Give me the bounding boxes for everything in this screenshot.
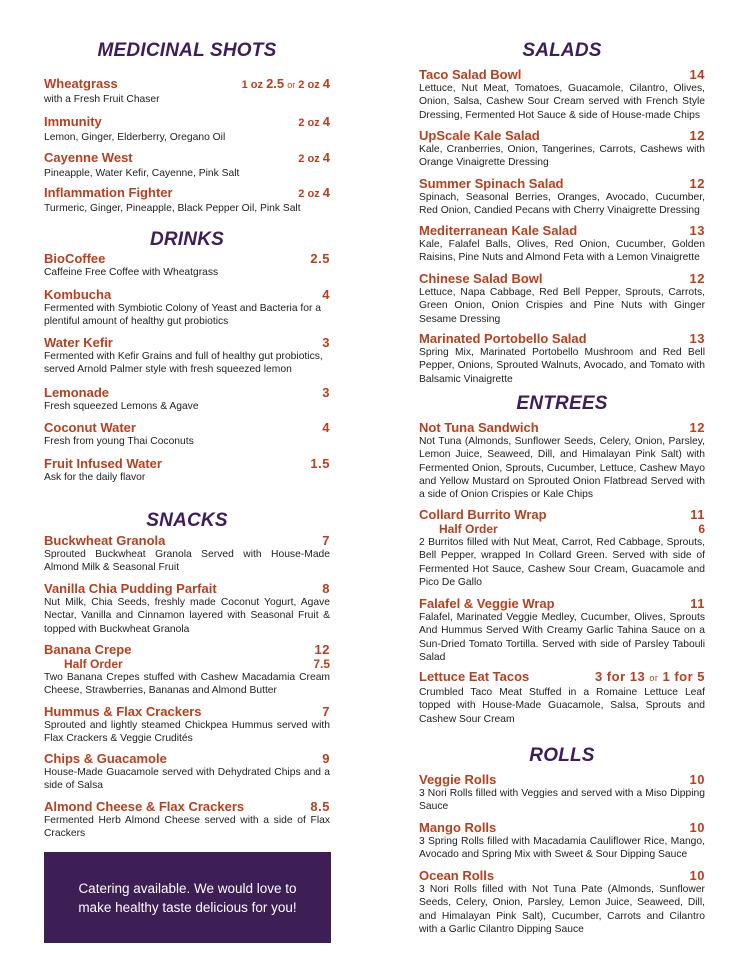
item-price: 2 oz 4 (298, 150, 330, 165)
item-description: Caffeine Free Coffee with Wheatgrass (44, 267, 219, 278)
menu-item-wheatgrass (44, 76, 330, 106)
half-order-price: 7.5 (313, 657, 330, 671)
item-description: Not Tuna (Almonds, Sunflower Seeds, Celery, Onion, Parsley, Lemon Juice, Seaweed, Dill, and Himalayan Pink Salt) with Fermented Onion, Sprouts, Cucumber, Lettuce, Cashew Mayo and Yellow Mustard on Sprouted Onion Flatbread Served with a side of Onion Crispies or Kale Chips (419, 436, 705, 501)
item-description: Kale, Cranberries, Onion, Tangerines, Carrots, Cashews with Orange Vinaigrette Dressing (419, 144, 705, 169)
item-name: Mango Rolls (419, 820, 497, 835)
item-name: Lemonade (44, 385, 110, 400)
menu-item-water-kefir (44, 335, 330, 377)
menu-item-collard-burrito-wrap (419, 507, 705, 589)
item-price: 12 (689, 176, 705, 191)
item-price: 2 oz 4 (298, 114, 330, 129)
item-name: Taco Salad Bowl (419, 67, 522, 82)
item-name: Water Kefir (44, 335, 113, 350)
item-price: 13 (689, 331, 705, 346)
item-name: Chips & Guacamole (44, 751, 167, 766)
item-price: 10 (689, 820, 705, 835)
menu-item-banana-crepe (44, 642, 330, 698)
menu-item-chips-guacamole (44, 751, 330, 793)
medicinal-shots-heading: MEDICINAL SHOTS (97, 40, 277, 61)
item-name: Falafel & Veggie Wrap (419, 596, 555, 611)
catering-text: Catering available. We would love to make healthy taste delicious for you! (78, 880, 297, 915)
item-description: Sprouted Buckwheat Granola Served with House-Made Almond Milk & Seasonal Fruit (44, 549, 330, 574)
half-order-label: Half Order (439, 522, 498, 536)
item-name: Immunity (44, 114, 102, 129)
item-name: BioCoffee (44, 251, 106, 266)
menu-item-not-tuna-sandwich (419, 420, 705, 501)
entrees-heading: ENTREES (516, 393, 608, 414)
item-description: 3 Nori Rolls filled with Not Tuna Pate (Almonds, Sunflower Seeds, Celery, Onion, Parsley, Lemon Juice, Seaweed, Dill, and Himalayan Pink Salt), Cucumber, Carrots and Cilantro with a Garlic Cilantro Dipping Sauce (419, 884, 705, 935)
item-description: Fermented Herb Almond Cheese served with a side of Flax Crackers (44, 815, 330, 840)
menu-item-inflammation-fighter (44, 185, 330, 215)
menu-item-immunity (44, 114, 330, 144)
item-description: Turmeric, Ginger, Pineapple, Black Pepper Oil, Pink Salt (44, 203, 301, 214)
item-price: 1.5 (310, 456, 330, 471)
half-order-label: Half Order (64, 657, 123, 671)
item-price: 2 oz 4 (298, 185, 330, 200)
drinks-heading: DRINKS (149, 229, 225, 250)
item-price: 8 (322, 581, 330, 596)
item-description: Lemon, Ginger, Elderberry, Oregano Oil (44, 132, 226, 143)
item-name: Collard Burrito Wrap (419, 507, 547, 522)
item-name: Coconut Water (44, 420, 136, 435)
item-description: Falafel, Marinated Veggie Medley, Cucumber, Olives, Sprouts And Hummus Served With Creamy Garlic Tahina Sauce on a Sun-Dried Tomato Tortilla. Served with side of Parsley Tabouli Salad (419, 612, 705, 663)
item-name: Lettuce Eat Tacos (419, 669, 530, 684)
item-price: 1 oz 2.5 or 2 oz 4 (241, 76, 330, 91)
item-name: Kombucha (44, 287, 112, 302)
item-price: 7 (322, 533, 330, 548)
menu-item-ocean-rolls (419, 868, 705, 936)
item-description: Crumbled Taco Meat Stuffed in a Romaine Lettuce Leaf topped with House-Made Guacamole, Salsa, Sprouts and Cashew Sour Cream (419, 687, 705, 725)
menu-item-almond-cheese-flax-crackers (44, 799, 330, 841)
item-description: Sprouted and lightly steamed Chickpea Hummus served with Flax Crackers & Veggie Crudités (44, 720, 330, 745)
item-name: Hummus & Flax Crackers (44, 704, 202, 719)
item-description: Fermented with Symbiotic Colony of Yeast and Bacteria for a plentiful amount of healthy gut probiotics (44, 303, 322, 328)
item-price: 4 (322, 287, 330, 302)
item-name: UpScale Kale Salad (419, 128, 540, 143)
item-price: 12 (689, 128, 705, 143)
item-description: Lettuce, Nut Meat, Tomatoes, Guacamole, Cilantro, Olives, Onion, Salsa, Cashew Sour Cream served with French Style Dressing, Fermented Hot Sauce & side of House-made Chips (419, 83, 705, 121)
item-price: 4 (322, 420, 330, 435)
item-price: 12 (689, 420, 705, 435)
item-description: Nut Milk, Chia Seeds, freshly made Coconut Yogurt, Agave Nectar, Vanilla and Cinnamon layered with Seasonal Fruit & topped with Buckwheat Granola (44, 597, 330, 635)
menu-item-upscale-kale-salad (419, 128, 705, 170)
item-name: Buckwheat Granola (44, 533, 166, 548)
item-price: 3 for 13 or 1 for 5 (594, 669, 705, 684)
item-price: 10 (689, 868, 705, 883)
item-name: Chinese Salad Bowl (419, 271, 543, 286)
item-description: Lettuce, Napa Cabbage, Red Bell Pepper, Sprouts, Carrots, Green Onion, Onion Crispies and Pine Nuts with Ginger Sesame Dressing (419, 287, 705, 325)
item-description: Fresh squeezed Lemons & Agave (44, 401, 199, 412)
menu-item-summer-spinach-salad (419, 176, 705, 218)
item-description: Pineapple, Water Kefir, Cayenne, Pink Salt (44, 168, 240, 179)
menu-item-veggie-rolls (419, 772, 705, 814)
item-description: Kale, Falafel Balls, Olives, Red Onion, Cucumber, Golden Raisins, Pine Nuts and Almond Feta with a Lemon Vinaigrette (419, 239, 705, 264)
item-name: Summer Spinach Salad (419, 176, 564, 191)
item-price: 7 (322, 704, 330, 719)
menu-item-vanilla-chia-pudding-parfait (44, 581, 330, 636)
item-description: with a Fresh Fruit Chaser (44, 94, 160, 105)
menu-item-hummus-flax-crackers (44, 704, 330, 746)
menu-item-cayenne-west (44, 150, 330, 180)
menu-item-taco-salad-bowl (419, 67, 705, 122)
menu-item-lettuce-eat-tacos (419, 669, 705, 726)
menu-item-kombucha (44, 287, 330, 329)
item-name: Not Tuna Sandwich (419, 420, 539, 435)
menu-item-biocoffee (44, 251, 330, 279)
item-description: Spring Mix, Marinated Portobello Mushroom and Red Bell Pepper, Onions, Sprouted Walnuts, Avocado, and Tomato with Balsamic Vinaigrette (419, 347, 705, 385)
item-price: 9 (322, 751, 330, 766)
catering-banner (44, 852, 331, 943)
item-price: 13 (689, 223, 705, 238)
half-order-row (44, 657, 330, 671)
item-description: 3 Nori Rolls filled with Veggies and served with a Miso Dipping Sauce (419, 788, 705, 813)
menu-item-mediterranean-kale-salad (419, 223, 705, 265)
menu-item-coconut-water (44, 420, 330, 448)
menu-item-buckwheat-granola (44, 533, 330, 575)
item-name: Ocean Rolls (419, 868, 495, 883)
half-order-row (419, 522, 705, 536)
item-price: 11 (690, 507, 705, 522)
item-price: 12 (689, 271, 705, 286)
item-name: Mediterranean Kale Salad (419, 223, 578, 238)
snacks-heading: SNACKS (146, 510, 228, 531)
menu-item-lemonade (44, 385, 330, 413)
item-price: 2.5 (310, 251, 330, 266)
item-name: Banana Crepe (44, 642, 132, 657)
item-name: Almond Cheese & Flax Crackers (44, 799, 245, 814)
item-name: Veggie Rolls (419, 772, 497, 787)
item-description: Fermented with Kefir Grains and full of healthy gut probiotics, served Arnold Palmer style with fresh squeezed lemon (44, 351, 323, 376)
item-name: Wheatgrass (44, 76, 118, 91)
item-name: Inflammation Fighter (44, 185, 173, 200)
menu-item-chinese-salad-bowl (419, 271, 705, 326)
item-price: 14 (689, 67, 705, 82)
item-name: Cayenne West (44, 150, 133, 165)
item-description: Ask for the daily flavor (44, 472, 146, 483)
item-description: Two Banana Crepes stuffed with Cashew Macadamia Cream Cheese, Strawberries, Bananas and Almond Butter (44, 672, 330, 697)
menu-item-fruit-infused-water (44, 456, 330, 484)
item-description: Fresh from young Thai Coconuts (44, 436, 194, 447)
item-price: 8.5 (310, 799, 330, 814)
item-price: 10 (689, 772, 705, 787)
rolls-heading: ROLLS (529, 745, 595, 766)
item-description: 3 Spring Rolls filled with Macadamia Cauliflower Rice, Mango, Avocado and Spring Mix with Sweet & Sour Dipping Sauce (419, 836, 705, 861)
menu-item-falafel-veggie-wrap (419, 596, 705, 664)
item-description: 2 Burritos filled with Nut Meat, Carrot, Red Cabbage, Sprouts, Bell Pepper, wrapped In Collard Green. Served with side of Fermented Hot Sauce, Cashew Sour Cream, Guacamole and Pico De Gallo (419, 537, 705, 588)
item-price: 3 (322, 385, 330, 400)
item-price: 12 (314, 642, 330, 657)
item-name: Vanilla Chia Pudding Parfait (44, 581, 217, 596)
item-price: 11 (690, 596, 705, 611)
menu-item-marinated-portobello-salad (419, 331, 705, 386)
item-price: 3 (322, 335, 330, 350)
item-name: Marinated Portobello Salad (419, 331, 587, 346)
item-name: Fruit Infused Water (44, 456, 162, 471)
salads-heading: SALADS (522, 40, 602, 61)
item-description: House-Made Guacamole served with Dehydrated Chips and a side of Salsa (44, 767, 330, 792)
half-order-price: 6 (698, 522, 705, 536)
menu-item-mango-rolls (419, 820, 705, 862)
item-description: Spinach, Seasonal Berries, Oranges, Avocado, Cucumber, Red Onion, Candied Pecans with Cherry Vinaigrette Dressing (419, 192, 705, 217)
